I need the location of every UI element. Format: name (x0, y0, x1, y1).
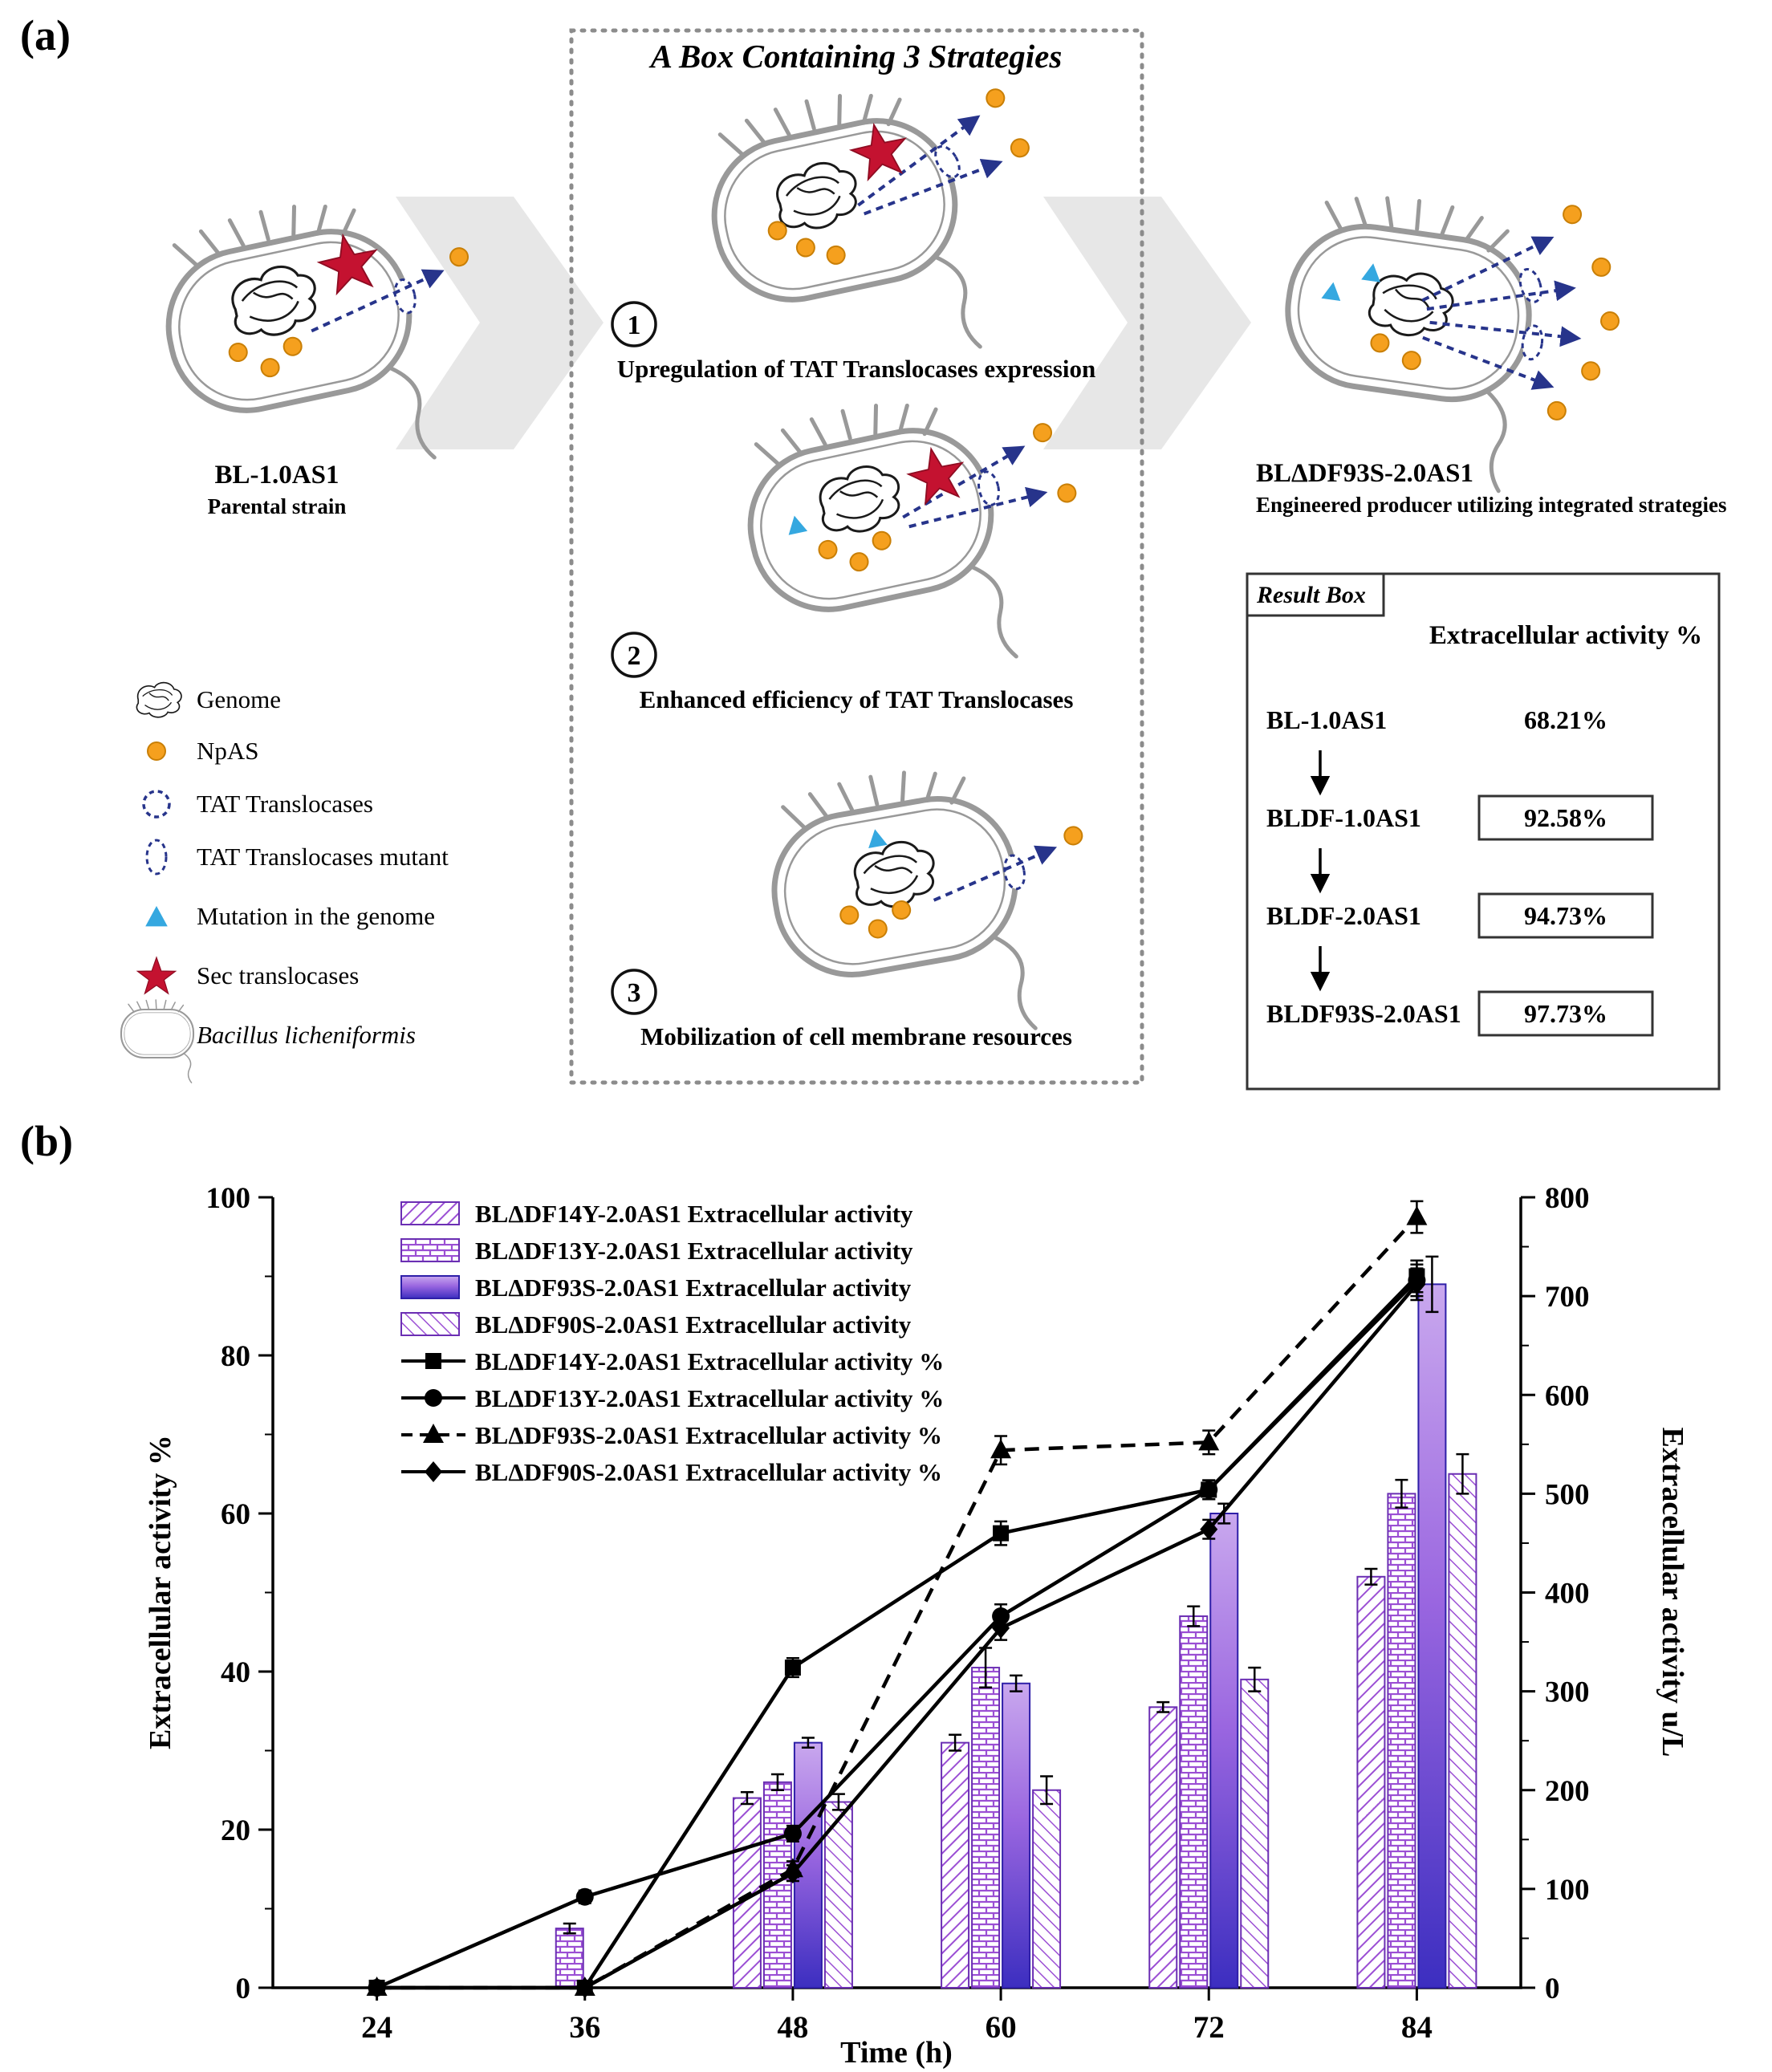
legend-swatch (401, 1313, 459, 1335)
legend-text: BLΔDF14Y-2.0AS1 Extracellular activity (475, 1200, 913, 1228)
y-right-tick-label: 200 (1545, 1774, 1590, 1808)
legend-item-sec (137, 957, 359, 993)
legend-swatch (401, 1276, 459, 1298)
result-row-value: 68.21% (1524, 705, 1607, 734)
chart-legend-entry (401, 1458, 942, 1486)
panel-a-label: (a) (20, 11, 71, 59)
strategies-box-title: A Box Containing 3 Strategies (650, 38, 1063, 75)
svg-text:Bacillus licheniformis: Bacillus licheniformis (197, 1021, 416, 1049)
tat-translocase-icon (144, 791, 169, 817)
legend-text: BLΔDF93S-2.0AS1 Extracellular activity (475, 1274, 912, 1302)
engineered-cell (1266, 169, 1634, 505)
y-left-tick-label: 20 (221, 1814, 250, 1847)
circle-marker (1200, 1481, 1217, 1498)
y-right-tick-label: 500 (1545, 1478, 1590, 1512)
result-row-strain: BL-1.0AS1 (1266, 705, 1388, 734)
legend-text: BLΔDF13Y-2.0AS1 Extracellular activity % (475, 1384, 945, 1412)
legend-item-npas (148, 737, 259, 765)
panel-b-chart (0, 1109, 1772, 2072)
diagram-legend (121, 683, 449, 1083)
chart-legend-entry (401, 1421, 942, 1449)
legend-text: BLΔDF14Y-2.0AS1 Extracellular activity % (475, 1347, 945, 1375)
circle-marker (784, 1825, 802, 1842)
x-tick-label: 84 (1400, 2010, 1433, 2045)
bar (1033, 1790, 1060, 1988)
chart-legend-entry (401, 1310, 912, 1339)
chart-legend-entry (401, 1237, 913, 1265)
y-left-tick-label: 60 (221, 1498, 250, 1531)
genome-icon (136, 683, 181, 717)
x-tick-label: 24 (361, 2010, 393, 2045)
legend-text: BLΔDF90S-2.0AS1 Extracellular activity (475, 1310, 912, 1339)
bar (1388, 1493, 1415, 1988)
legend-item-bacillus (121, 1000, 416, 1083)
tat-mutant-icon (147, 840, 166, 874)
legend-item-mutation (145, 902, 435, 930)
parental-name: BL-1.0AS1 (214, 461, 339, 490)
svg-text:Mutation in the genome: Mutation in the genome (197, 902, 436, 930)
x-tick-label: 36 (569, 2010, 601, 2045)
legend-item-tat (144, 790, 373, 818)
result-row-strain: BLDF-2.0AS1 (1266, 901, 1421, 930)
x-tick-label: 48 (777, 2010, 809, 2045)
bar (1149, 1707, 1177, 1988)
bacillus-icon (121, 1000, 193, 1083)
y-left-tick-label: 100 (205, 1182, 250, 1215)
strategy-3-cell (757, 742, 1114, 1069)
y-right-tick-label: 300 (1545, 1676, 1590, 1709)
strategy-2-caption: Enhanced efficiency of TAT Translocases (639, 685, 1074, 713)
result-box-title: Result Box (1257, 582, 1366, 608)
result-box-header: Extracellular activity % (1429, 621, 1703, 650)
legend-text: BLΔDF13Y-2.0AS1 Extracellular activity (475, 1237, 913, 1265)
y-right-tick-label: 600 (1545, 1379, 1590, 1413)
svg-text:NpAS: NpAS (197, 737, 259, 765)
triangle-marker (1406, 1206, 1427, 1225)
chart-legend-entry (401, 1347, 944, 1375)
square-marker (993, 1526, 1009, 1542)
y-right-axis-title: Extracellular activity u/L (1656, 1427, 1689, 1757)
y-left-axis-title: Extracellular activity % (144, 1435, 177, 1749)
y-right-tick-label: 400 (1545, 1577, 1590, 1611)
x-tick-label: 72 (1193, 2010, 1225, 2045)
svg-text:TAT Translocases mutant: TAT Translocases mutant (197, 843, 449, 871)
diamond-marker (425, 1461, 442, 1482)
strategy-3-number: 3 (627, 978, 641, 1008)
chart-legend-entry (401, 1200, 913, 1228)
bar (1002, 1684, 1030, 1988)
x-tick-label: 60 (985, 2010, 1017, 2045)
chart-legend (401, 1200, 944, 1486)
result-row-strain: BLDF-1.0AS1 (1266, 803, 1421, 832)
bar (1210, 1513, 1238, 1988)
square-marker (425, 1353, 441, 1369)
legend-item-tat-mutant (147, 840, 449, 874)
strategy-1-cell (693, 58, 1067, 395)
legend-swatch (401, 1239, 459, 1261)
y-right-tick-label: 0 (1545, 1972, 1560, 2005)
y-left-tick-label: 0 (235, 1972, 250, 2005)
result-row-value: 94.73% (1524, 901, 1607, 930)
x-axis-title: Time (h) (840, 2036, 953, 2070)
legend-item-genome (136, 683, 281, 717)
strategy-1-number: 1 (627, 311, 641, 340)
svg-text:Sec translocases: Sec translocases (197, 961, 360, 989)
flow-arrow-2 (1043, 197, 1251, 449)
chart-legend-entry (401, 1274, 912, 1302)
y-right-tick-label: 100 (1545, 1873, 1590, 1907)
mutation-icon (145, 906, 168, 926)
bar (941, 1743, 969, 1988)
svg-text:TAT Translocases: TAT Translocases (197, 790, 373, 818)
bar (1449, 1474, 1476, 1988)
legend-swatch (401, 1202, 459, 1225)
bar (1357, 1577, 1384, 1988)
strategy-3-caption: Mobilization of cell membrane resources (640, 1022, 1072, 1050)
bar (1241, 1680, 1268, 1988)
legend-text: BLΔDF93S-2.0AS1 Extracellular activity % (475, 1421, 942, 1449)
result-box (1247, 574, 1719, 1089)
y-right-tick-label: 800 (1545, 1182, 1590, 1215)
y-right-tick-label: 700 (1545, 1281, 1590, 1314)
bar (556, 1928, 583, 1988)
circle-marker (576, 1888, 594, 1906)
square-marker (785, 1660, 801, 1676)
sec-translocase-icon (137, 957, 175, 993)
legend-text: BLΔDF90S-2.0AS1 Extracellular activity % (475, 1458, 942, 1486)
strategy-2-cell (730, 368, 1107, 705)
circle-marker (425, 1389, 442, 1407)
engineered-name: BLΔDF93S-2.0AS1 (1256, 459, 1473, 488)
engineered-desc: Engineered producer utilizing integrated strategies (1256, 493, 1727, 517)
bar (1418, 1284, 1445, 1988)
strategy-1-caption: Upregulation of TAT Translocases expression (616, 355, 1096, 383)
npas-icon (148, 742, 165, 760)
result-row-strain: BLDF93S-2.0AS1 (1266, 999, 1461, 1028)
chart-legend-entry (401, 1384, 944, 1412)
result-row-value: 97.73% (1524, 999, 1607, 1028)
panel-b-label: (b) (20, 1117, 73, 1165)
result-row-value: 92.58% (1524, 803, 1607, 832)
bar (972, 1668, 999, 1988)
svg-text:Genome: Genome (197, 685, 282, 713)
y-left-tick-label: 80 (221, 1340, 250, 1373)
bar (1180, 1616, 1207, 1988)
strategy-2-number: 2 (627, 641, 641, 671)
parental-desc: Parental strain (207, 494, 347, 518)
y-left-tick-label: 40 (221, 1656, 250, 1689)
